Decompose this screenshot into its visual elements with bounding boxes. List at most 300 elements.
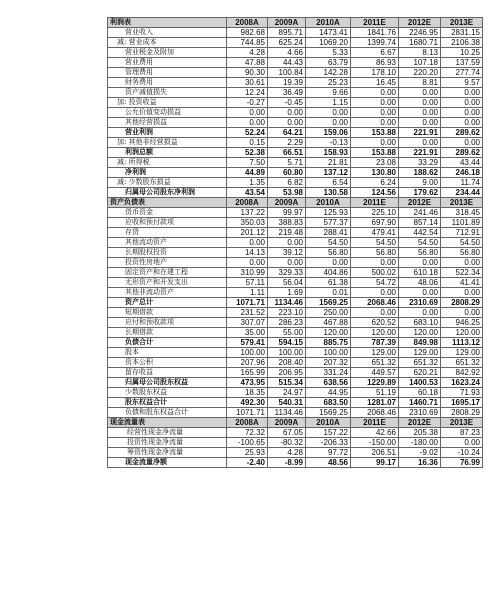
value-cell: 8.13 xyxy=(399,48,441,58)
row-label: 财务费用 xyxy=(108,78,227,88)
value-cell: 158.93 xyxy=(306,148,351,158)
value-cell: 2310.69 xyxy=(399,298,441,308)
value-cell: 712.91 xyxy=(441,228,483,238)
value-cell: 120.00 xyxy=(351,328,399,338)
value-cell: 0.00 xyxy=(399,288,441,298)
section-title: 资产负债表 xyxy=(108,198,227,208)
value-cell: 165.99 xyxy=(227,368,268,378)
value-cell: 56.80 xyxy=(351,248,399,258)
value-cell: 982.68 xyxy=(227,28,268,38)
value-cell: 56.80 xyxy=(306,248,351,258)
table-row xyxy=(108,388,483,398)
row-label: 应付和预收款项 xyxy=(108,318,227,328)
value-cell: -8.99 xyxy=(268,458,306,468)
row-label: 资产总计 xyxy=(108,298,227,308)
value-cell: 620.52 xyxy=(351,318,399,328)
value-cell: 6.24 xyxy=(351,178,399,188)
value-cell: 11.74 xyxy=(441,178,483,188)
value-cell: 30.61 xyxy=(227,78,268,88)
value-cell: 86.93 xyxy=(351,58,399,68)
row-label: 利润总额 xyxy=(108,148,227,158)
value-cell: 0.01 xyxy=(306,288,351,298)
table-row xyxy=(108,338,483,348)
value-cell: 288.41 xyxy=(306,228,351,238)
row-label: 少数股东权益 xyxy=(108,388,227,398)
value-cell: 246.18 xyxy=(441,168,483,178)
value-cell: 0.00 xyxy=(399,108,441,118)
value-cell: 620.21 xyxy=(399,368,441,378)
row-label: 负债合计 xyxy=(108,338,227,348)
value-cell: 594.15 xyxy=(268,338,306,348)
value-cell: 331.24 xyxy=(306,368,351,378)
value-cell: 0.00 xyxy=(306,258,351,268)
value-cell: 6.82 xyxy=(268,178,306,188)
value-cell: 54.50 xyxy=(399,238,441,248)
value-cell: 76.99 xyxy=(441,458,483,468)
value-cell: 7.50 xyxy=(227,158,268,168)
value-cell: 23.08 xyxy=(351,158,399,168)
value-cell: 277.74 xyxy=(441,68,483,78)
row-label: 投资性现金净流量 xyxy=(108,438,227,448)
value-cell: 57.11 xyxy=(227,278,268,288)
value-cell: 0.00 xyxy=(441,308,483,318)
value-cell: 0.00 xyxy=(351,118,399,128)
value-cell: 0.00 xyxy=(351,288,399,298)
column-header: 2013E xyxy=(441,18,483,28)
value-cell: 207.32 xyxy=(306,358,351,368)
value-cell: 1071.71 xyxy=(227,298,268,308)
value-cell: 129.00 xyxy=(399,348,441,358)
row-label: 减: 营业成本 xyxy=(108,38,227,48)
row-label: 其他非流动资产 xyxy=(108,288,227,298)
column-header: 2011E xyxy=(351,198,399,208)
value-cell: 53.98 xyxy=(268,188,306,198)
value-cell: 90.30 xyxy=(227,68,268,78)
value-cell: 54.72 xyxy=(351,278,399,288)
column-header: 2008A xyxy=(227,18,268,28)
row-label: 长期借款 xyxy=(108,328,227,338)
row-label: 固定资产和在建工程 xyxy=(108,268,227,278)
value-cell: 10.25 xyxy=(441,48,483,58)
value-cell: -2.40 xyxy=(227,458,268,468)
table-row xyxy=(108,138,483,148)
column-header: 2010A xyxy=(306,418,351,428)
table-row xyxy=(108,78,483,88)
value-cell: 100.00 xyxy=(227,348,268,358)
value-cell: 208.40 xyxy=(268,358,306,368)
value-cell: 0.00 xyxy=(351,258,399,268)
row-label: 营业收入 xyxy=(108,28,227,38)
column-header: 2009A xyxy=(268,18,306,28)
value-cell: 201.12 xyxy=(227,228,268,238)
value-cell: -180.00 xyxy=(399,438,441,448)
value-cell: 87.23 xyxy=(441,428,483,438)
value-cell: 153.88 xyxy=(351,148,399,158)
column-header: 2008A xyxy=(227,418,268,428)
value-cell: 0.00 xyxy=(399,258,441,268)
value-cell: 206.51 xyxy=(351,448,399,458)
value-cell: 318.45 xyxy=(441,208,483,218)
row-label: 股东权益合计 xyxy=(108,398,227,408)
value-cell: 9.57 xyxy=(441,78,483,88)
value-cell: 0.00 xyxy=(399,98,441,108)
value-cell: 1229.89 xyxy=(351,378,399,388)
table-row xyxy=(108,28,483,38)
value-cell: 0.00 xyxy=(268,238,306,248)
value-cell: 137.59 xyxy=(441,58,483,68)
value-cell: 120.00 xyxy=(306,328,351,338)
value-cell: 0.00 xyxy=(399,308,441,318)
value-cell: 36.49 xyxy=(268,88,306,98)
table-row xyxy=(108,168,483,178)
value-cell: 61.38 xyxy=(306,278,351,288)
value-cell: 33.29 xyxy=(399,158,441,168)
value-cell: 0.00 xyxy=(351,138,399,148)
value-cell: 1460.71 xyxy=(399,398,441,408)
value-cell: 0.00 xyxy=(227,238,268,248)
table-row xyxy=(108,118,483,128)
value-cell: 2.29 xyxy=(268,138,306,148)
value-cell: 638.56 xyxy=(306,378,351,388)
value-cell: 1134.46 xyxy=(268,298,306,308)
value-cell: 21.81 xyxy=(306,158,351,168)
value-cell: 51.19 xyxy=(351,388,399,398)
value-cell: 223.10 xyxy=(268,308,306,318)
value-cell: 55.00 xyxy=(268,328,306,338)
value-cell: 0.00 xyxy=(399,118,441,128)
value-cell: 56.80 xyxy=(441,248,483,258)
value-cell: 137.22 xyxy=(227,208,268,218)
value-cell: 14.13 xyxy=(227,248,268,258)
value-cell: 289.62 xyxy=(441,128,483,138)
value-cell: 0.00 xyxy=(306,108,351,118)
value-cell: 48.06 xyxy=(399,278,441,288)
value-cell: 43.44 xyxy=(441,158,483,168)
value-cell: 329.33 xyxy=(268,268,306,278)
value-cell: 479.41 xyxy=(351,228,399,238)
balance-sheet-header-row xyxy=(108,198,483,208)
value-cell: 0.00 xyxy=(351,308,399,318)
value-cell: 241.46 xyxy=(399,208,441,218)
value-cell: 137.12 xyxy=(306,168,351,178)
value-cell: 492.30 xyxy=(227,398,268,408)
table-row xyxy=(108,148,483,158)
value-cell: -80.32 xyxy=(268,438,306,448)
value-cell: 1.15 xyxy=(306,98,351,108)
value-cell: 1399.74 xyxy=(351,38,399,48)
value-cell: 2106.38 xyxy=(441,38,483,48)
row-label: 负债和股东权益合计 xyxy=(108,408,227,418)
row-label: 筹资性现金净流量 xyxy=(108,448,227,458)
value-cell: 8.81 xyxy=(399,78,441,88)
value-cell: 47.88 xyxy=(227,58,268,68)
value-cell: 124.56 xyxy=(351,188,399,198)
value-cell: 0.00 xyxy=(399,138,441,148)
column-header: 2013E xyxy=(441,198,483,208)
table-row xyxy=(108,318,483,328)
value-cell: -9.02 xyxy=(399,448,441,458)
value-cell: 56.04 xyxy=(268,278,306,288)
value-cell: 0.00 xyxy=(441,288,483,298)
value-cell: 129.00 xyxy=(351,348,399,358)
value-cell: 286.23 xyxy=(268,318,306,328)
column-header: 2012E xyxy=(399,198,441,208)
value-cell: 2310.69 xyxy=(399,408,441,418)
value-cell: 107.18 xyxy=(399,58,441,68)
value-cell: 2068.46 xyxy=(351,408,399,418)
row-label: 货币资金 xyxy=(108,208,227,218)
column-header: 2010A xyxy=(306,198,351,208)
value-cell: 625.24 xyxy=(268,38,306,48)
row-label: 加: 其他非经营损益 xyxy=(108,138,227,148)
row-label: 其他流动资产 xyxy=(108,238,227,248)
value-cell: 6.54 xyxy=(306,178,351,188)
value-cell: 64.21 xyxy=(268,128,306,138)
value-cell: 1101.89 xyxy=(441,218,483,228)
value-cell: 42.66 xyxy=(351,428,399,438)
row-label: 其他经营损益 xyxy=(108,118,227,128)
value-cell: 540.31 xyxy=(268,398,306,408)
value-cell: 0.00 xyxy=(351,98,399,108)
table-row xyxy=(108,298,483,308)
value-cell: 120.00 xyxy=(399,328,441,338)
row-label: 营业税金及附加 xyxy=(108,48,227,58)
row-label: 投资性房地产 xyxy=(108,258,227,268)
value-cell: 1569.25 xyxy=(306,408,351,418)
value-cell: 100.84 xyxy=(268,68,306,78)
value-cell: 697.90 xyxy=(351,218,399,228)
column-header: 2011E xyxy=(351,418,399,428)
row-label: 净利润 xyxy=(108,168,227,178)
table-row xyxy=(108,408,483,418)
value-cell: 1473.41 xyxy=(306,28,351,38)
value-cell: 0.00 xyxy=(268,118,306,128)
value-cell: 5.71 xyxy=(268,158,306,168)
value-cell: 0.00 xyxy=(227,258,268,268)
value-cell: 54.50 xyxy=(306,238,351,248)
value-cell: 0.00 xyxy=(441,88,483,98)
value-cell: 683.10 xyxy=(399,318,441,328)
cash-flow-statement-header-row xyxy=(108,418,483,428)
column-header: 2011E xyxy=(351,18,399,28)
value-cell: 63.79 xyxy=(306,58,351,68)
value-cell: 48.56 xyxy=(306,458,351,468)
value-cell: 142.28 xyxy=(306,68,351,78)
value-cell: 1281.07 xyxy=(351,398,399,408)
table-row xyxy=(108,358,483,368)
value-cell: 221.91 xyxy=(399,128,441,138)
row-label: 加: 投资收益 xyxy=(108,98,227,108)
value-cell: 178.10 xyxy=(351,68,399,78)
value-cell: -0.45 xyxy=(268,98,306,108)
value-cell: -0.13 xyxy=(306,138,351,148)
value-cell: 885.75 xyxy=(306,338,351,348)
table-row xyxy=(108,448,483,458)
table-row xyxy=(108,238,483,248)
value-cell: 25.93 xyxy=(227,448,268,458)
value-cell: 220.20 xyxy=(399,68,441,78)
row-label: 股本 xyxy=(108,348,227,358)
column-header: 2012E xyxy=(399,18,441,28)
column-header: 2009A xyxy=(268,198,306,208)
value-cell: 442.54 xyxy=(399,228,441,238)
value-cell: 5.33 xyxy=(306,48,351,58)
value-cell: 1.11 xyxy=(227,288,268,298)
table-row xyxy=(108,348,483,358)
value-cell: 449.57 xyxy=(351,368,399,378)
section-title: 利润表 xyxy=(108,18,227,28)
value-cell: 842.92 xyxy=(441,368,483,378)
column-header: 2013E xyxy=(441,418,483,428)
value-cell: 0.00 xyxy=(268,108,306,118)
value-cell: 4.28 xyxy=(268,448,306,458)
table-row xyxy=(108,128,483,138)
value-cell: 1134.46 xyxy=(268,408,306,418)
value-cell: 207.96 xyxy=(227,358,268,368)
value-cell: 205.38 xyxy=(399,428,441,438)
value-cell: 946.25 xyxy=(441,318,483,328)
value-cell: 404.86 xyxy=(306,268,351,278)
value-cell: 577.37 xyxy=(306,218,351,228)
value-cell: 1623.24 xyxy=(441,378,483,388)
value-cell: 2808.29 xyxy=(441,298,483,308)
row-label: 归属母公司股东权益 xyxy=(108,378,227,388)
value-cell: 500.02 xyxy=(351,268,399,278)
value-cell: 1.69 xyxy=(268,288,306,298)
table-row xyxy=(108,268,483,278)
table-row xyxy=(108,398,483,408)
value-cell: 159.06 xyxy=(306,128,351,138)
table-row xyxy=(108,48,483,58)
value-cell: 2808.29 xyxy=(441,408,483,418)
value-cell: 18.35 xyxy=(227,388,268,398)
value-cell: 52.38 xyxy=(227,148,268,158)
value-cell: 388.83 xyxy=(268,218,306,228)
row-label: 留存收益 xyxy=(108,368,227,378)
value-cell: 1071.71 xyxy=(227,408,268,418)
value-cell: 219.48 xyxy=(268,228,306,238)
row-label: 长期股权投资 xyxy=(108,248,227,258)
value-cell: 54.50 xyxy=(441,238,483,248)
row-label: 经营性现金净流量 xyxy=(108,428,227,438)
value-cell: 895.71 xyxy=(268,28,306,38)
value-cell: 188.62 xyxy=(399,168,441,178)
table-row xyxy=(108,218,483,228)
value-cell: 787.39 xyxy=(351,338,399,348)
value-cell: 857.14 xyxy=(399,218,441,228)
row-label: 资产减值损失 xyxy=(108,88,227,98)
table-row xyxy=(108,458,483,468)
value-cell: 651.32 xyxy=(441,358,483,368)
value-cell: 1.35 xyxy=(227,178,268,188)
value-cell: -206.33 xyxy=(306,438,351,448)
value-cell: 99.17 xyxy=(351,458,399,468)
value-cell: 307.07 xyxy=(227,318,268,328)
value-cell: 56.80 xyxy=(399,248,441,258)
row-label: 应收和预付款项 xyxy=(108,218,227,228)
table-row xyxy=(108,178,483,188)
table-row xyxy=(108,368,483,378)
value-cell: 71.93 xyxy=(441,388,483,398)
value-cell: 125.93 xyxy=(306,208,351,218)
value-cell: 9.66 xyxy=(306,88,351,98)
value-cell: 2831.15 xyxy=(441,28,483,38)
value-cell: 52.24 xyxy=(227,128,268,138)
value-cell: 25.23 xyxy=(306,78,351,88)
value-cell: 43.54 xyxy=(227,188,268,198)
table-row xyxy=(108,158,483,168)
row-label: 无形资产和开发支出 xyxy=(108,278,227,288)
row-label: 存货 xyxy=(108,228,227,238)
value-cell: 683.50 xyxy=(306,398,351,408)
value-cell: 0.00 xyxy=(441,108,483,118)
value-cell: 60.80 xyxy=(268,168,306,178)
table-body xyxy=(108,18,483,468)
value-cell: -0.27 xyxy=(227,98,268,108)
value-cell: 0.00 xyxy=(441,438,483,448)
value-cell: 651.32 xyxy=(399,358,441,368)
value-cell: 1113.12 xyxy=(441,338,483,348)
value-cell: 1695.17 xyxy=(441,398,483,408)
value-cell: 0.00 xyxy=(227,118,268,128)
financial-statements-table xyxy=(107,17,483,468)
table-row xyxy=(108,248,483,258)
table-row xyxy=(108,258,483,268)
value-cell: 744.85 xyxy=(227,38,268,48)
value-cell: 100.00 xyxy=(306,348,351,358)
value-cell: 41.41 xyxy=(441,278,483,288)
value-cell: 0.00 xyxy=(306,118,351,128)
value-cell: 72.32 xyxy=(227,428,268,438)
row-label: 短期借款 xyxy=(108,308,227,318)
table-row xyxy=(108,438,483,448)
value-cell: 179.62 xyxy=(399,188,441,198)
value-cell: 467.88 xyxy=(306,318,351,328)
value-cell: 99.97 xyxy=(268,208,306,218)
row-label: 归属母公司股东净利润 xyxy=(108,188,227,198)
table-row xyxy=(108,88,483,98)
row-label: 公允价值变动损益 xyxy=(108,108,227,118)
value-cell: 0.00 xyxy=(351,88,399,98)
value-cell: 2068.46 xyxy=(351,298,399,308)
row-label: 营业利润 xyxy=(108,128,227,138)
value-cell: 12.24 xyxy=(227,88,268,98)
value-cell: 206.95 xyxy=(268,368,306,378)
value-cell: 0.15 xyxy=(227,138,268,148)
value-cell: 0.00 xyxy=(399,88,441,98)
section-title: 现金流量表 xyxy=(108,418,227,428)
row-label: 资本公积 xyxy=(108,358,227,368)
table-row xyxy=(108,58,483,68)
table-row xyxy=(108,98,483,108)
value-cell: 120.00 xyxy=(441,328,483,338)
value-cell: 4.66 xyxy=(268,48,306,58)
table-row xyxy=(108,308,483,318)
value-cell: 157.22 xyxy=(306,428,351,438)
value-cell: 16.36 xyxy=(399,458,441,468)
value-cell: 350.03 xyxy=(227,218,268,228)
value-cell: 0.00 xyxy=(227,108,268,118)
value-cell: 1400.53 xyxy=(399,378,441,388)
value-cell: 225.10 xyxy=(351,208,399,218)
value-cell: 522.34 xyxy=(441,268,483,278)
column-header: 2008A xyxy=(227,198,268,208)
column-header: 2012E xyxy=(399,418,441,428)
value-cell: 39.12 xyxy=(268,248,306,258)
value-cell: 221.91 xyxy=(399,148,441,158)
table-row xyxy=(108,188,483,198)
value-cell: 1569.25 xyxy=(306,298,351,308)
